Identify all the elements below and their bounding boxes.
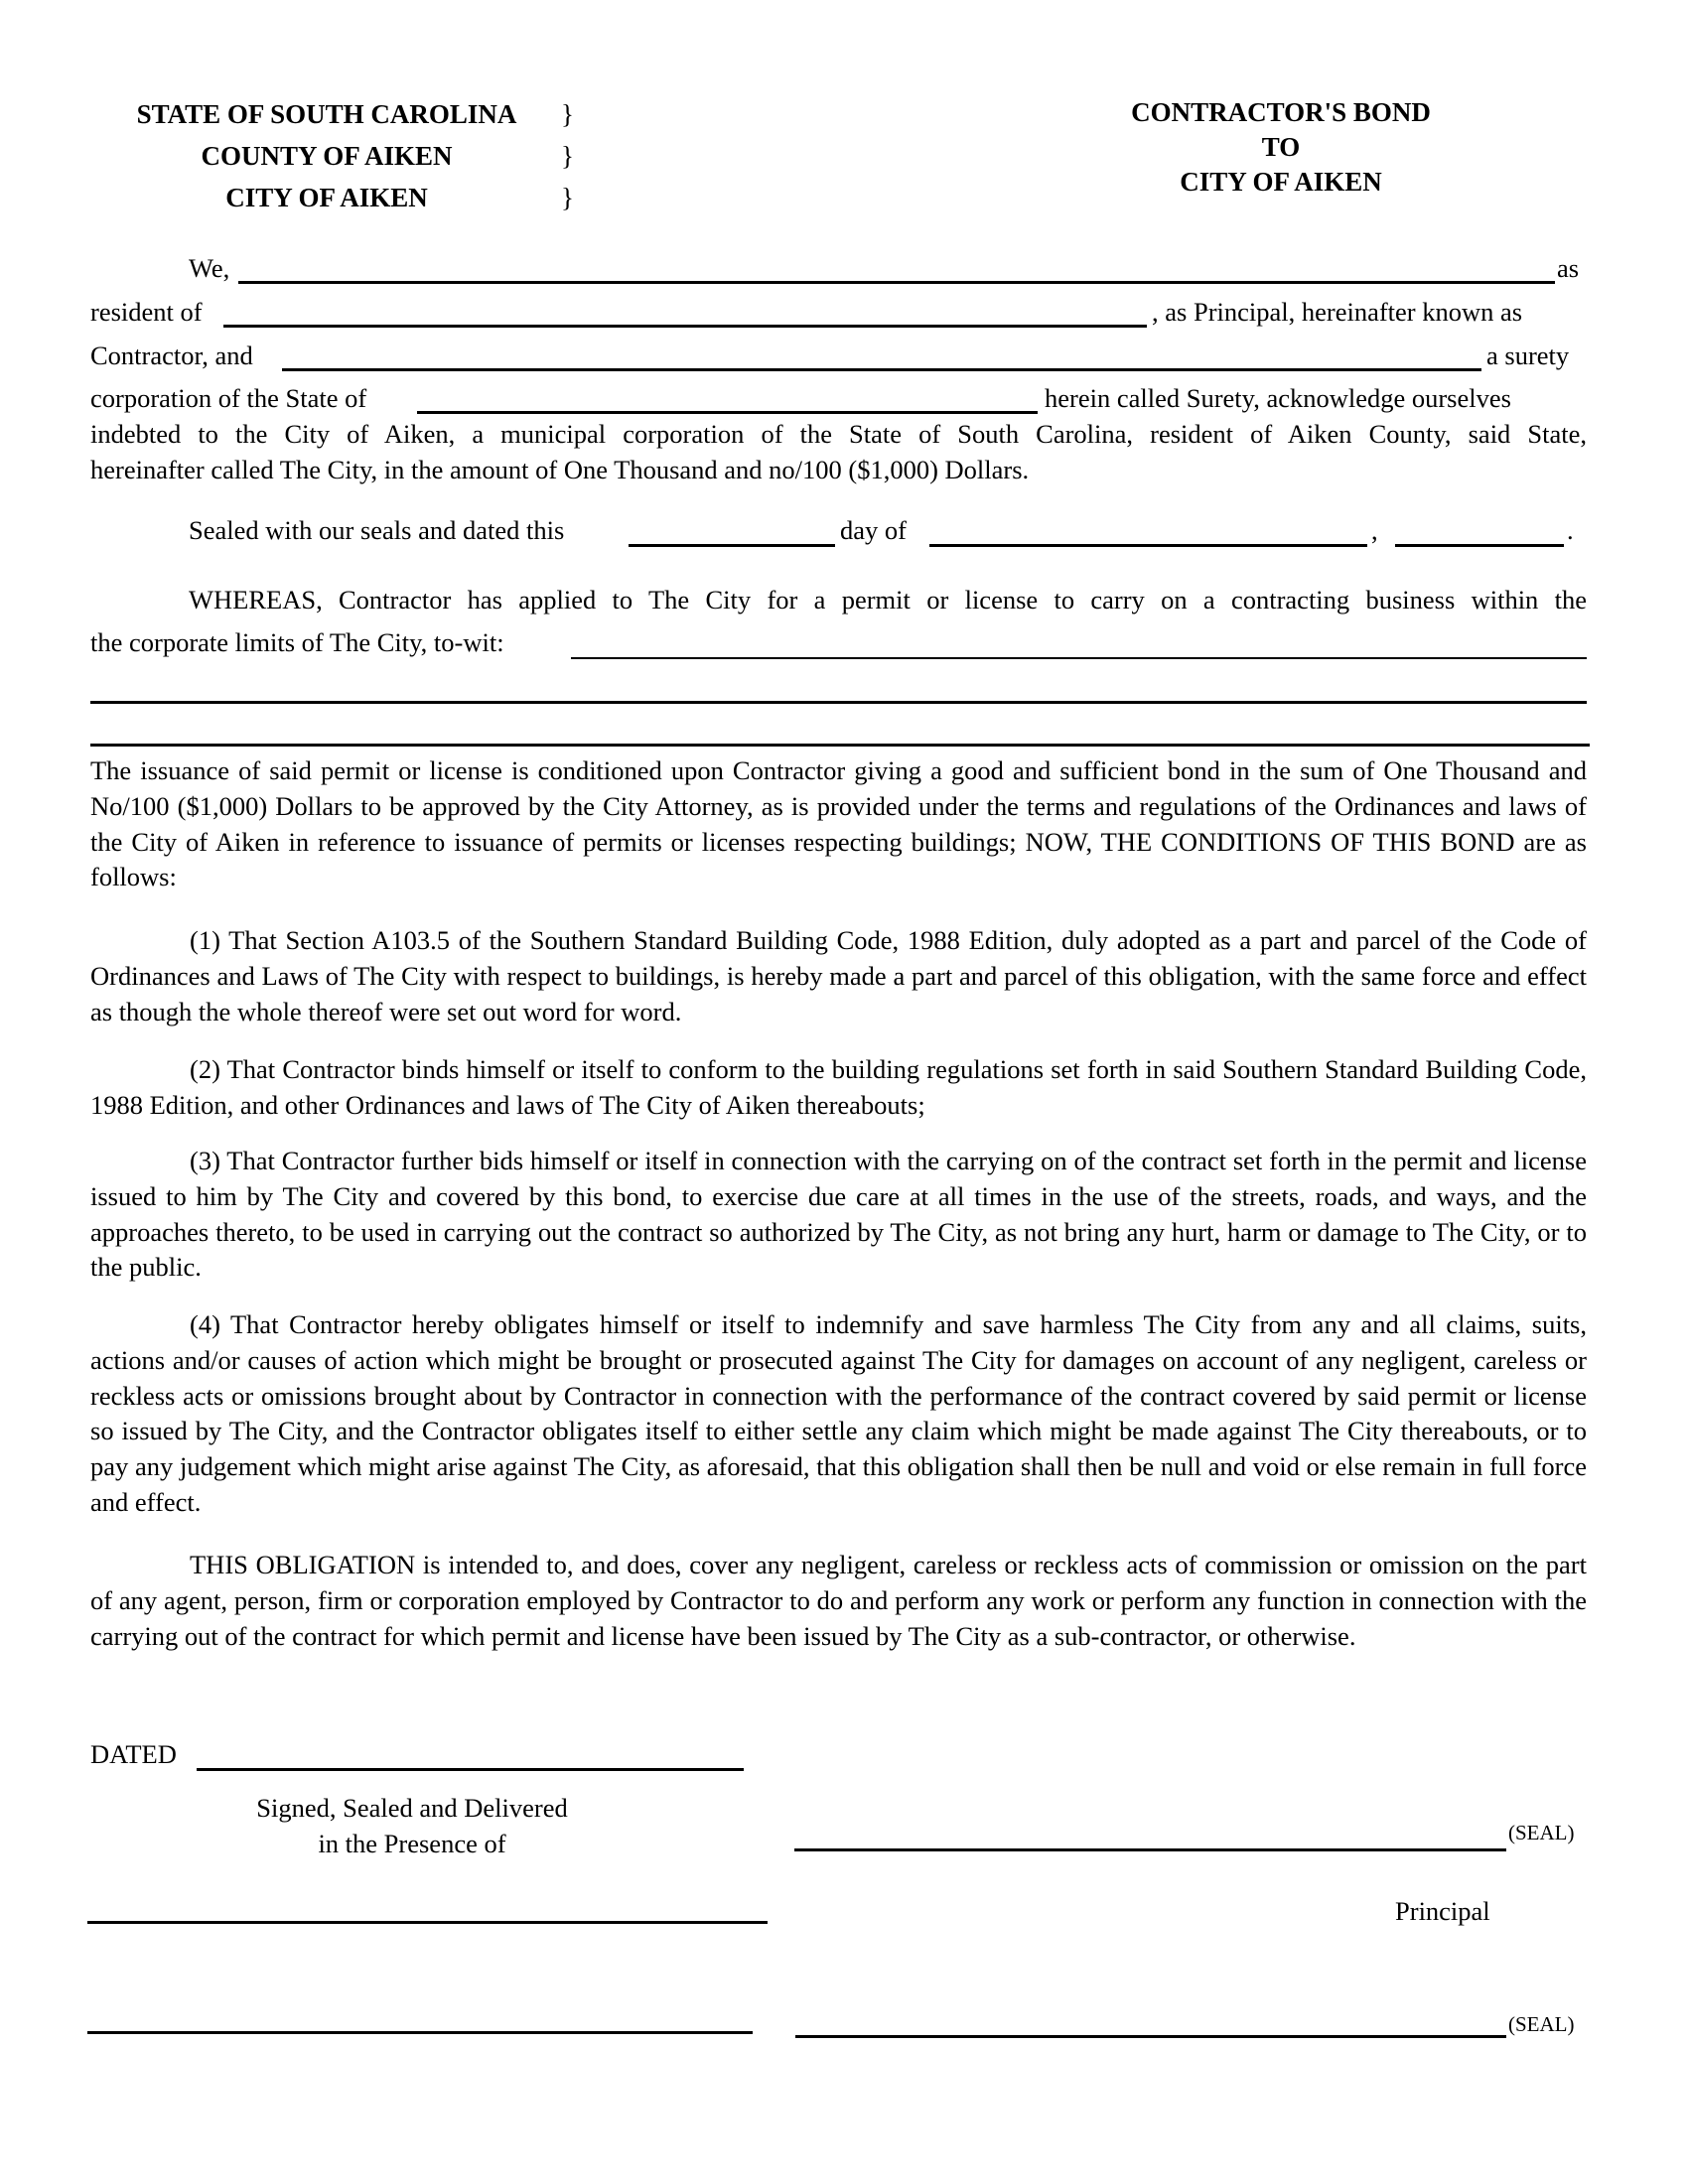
month-field[interactable]	[929, 544, 1367, 547]
day-of-label: day of	[840, 515, 907, 545]
county-label: COUNTY OF AIKEN	[201, 141, 453, 171]
document-title-to: TO	[1261, 132, 1301, 162]
seal-label-1: (SEAL)	[1508, 1821, 1575, 1844]
period: .	[1567, 515, 1574, 545]
principal-signature-field-2[interactable]	[795, 2035, 1506, 2038]
state-label: STATE OF SOUTH CAROLINA	[136, 99, 517, 129]
whereas-text: WHEREAS, Contractor has applied to The City for a permit or license to carry on a contracting business within the	[189, 585, 1587, 614]
to-wit-field-3[interactable]	[90, 744, 1590, 747]
we-name-field[interactable]	[238, 281, 1555, 284]
as-label: as	[1557, 253, 1580, 283]
corporation-label: corporation of the State of	[90, 383, 367, 413]
document-title: CONTRACTOR'S BOND	[1131, 97, 1431, 127]
witness-signature-field-1[interactable]	[87, 1921, 768, 1924]
seal-label-2: (SEAL)	[1508, 2012, 1575, 2036]
to-wit-field-2[interactable]	[90, 701, 1587, 704]
resident-label: resident of	[90, 297, 203, 327]
comma: ,	[1371, 515, 1378, 545]
year-field[interactable]	[1395, 544, 1564, 547]
day-field[interactable]	[629, 544, 835, 547]
city-label: CITY OF AIKEN	[225, 183, 428, 212]
signed-sealed-delivered-text: Signed, Sealed and Delivered	[256, 1793, 568, 1823]
we-label: We,	[189, 253, 230, 283]
a-surety-label: a surety	[1486, 341, 1570, 370]
dated-field[interactable]	[197, 1768, 744, 1771]
resident-of-field[interactable]	[223, 325, 1147, 328]
surety-state-field[interactable]	[417, 411, 1038, 414]
sealed-label: Sealed with our seals and dated this	[189, 515, 565, 545]
corporate-limits-label: the corporate limits of The City, to-wit:	[90, 627, 504, 657]
principal-signature-field-1[interactable]	[794, 1848, 1506, 1851]
principal-label: Principal	[1395, 1896, 1490, 1926]
condition-2-paragraph: (2) That Contractor binds himself or itself to conform to the building regulations set forth in said Southern Standard Building Code, 1988 Edition, and other Ordinances and laws of The City of Aiken thereabouts;	[90, 1054, 1587, 1120]
obligation-paragraph: THIS OBLIGATION is intended to, and does, cover any negligent, careless or reckless acts of commission or omission on the part of any agent, person, firm or corporation employed by Contractor to do and perform any work or perform any function in connection with the carrying out of the contract for which permit and license have been issued by The City as a sub-contractor, or otherwise.	[90, 1550, 1587, 1651]
brace-2: }	[561, 141, 574, 171]
witness-signature-field-2[interactable]	[87, 2031, 753, 2034]
condition-3-paragraph: (3) That Contractor further bids himself or itself in connection with the carrying on of the contract set forth in the permit and license issued to him by The City and covered by this bond, to exercise due care at all times in the use of the streets, roads, and ways, and the approaches thereto, to be used in carrying out the contract so authorized by The City, as not bring any hurt, harm or damage to The City, or to the public.	[90, 1146, 1587, 1283]
principal-text: , as Principal, hereinafter known as	[1152, 297, 1523, 327]
hereinafter-text: hereinafter called The City, in the amount of One Thousand and no/100 ($1,000) Dollars.	[90, 455, 1030, 484]
in-presence-of-text: in the Presence of	[318, 1829, 506, 1858]
brace-1: }	[561, 99, 574, 129]
to-wit-field-1[interactable]	[571, 657, 1587, 659]
contractor-and-label: Contractor, and	[90, 341, 253, 370]
indebted-text: indebted to the City of Aiken, a municipal corporation of the State of South Carolina, resident of Aiken County, said State,	[90, 419, 1587, 449]
document-title-city: CITY OF AIKEN	[1180, 167, 1382, 197]
dated-label: DATED	[90, 1739, 177, 1769]
surety-name-field[interactable]	[282, 368, 1481, 371]
brace-3: }	[561, 183, 574, 212]
herein-text: herein called Surety, acknowledge ourselves	[1045, 383, 1511, 413]
condition-4-paragraph: (4) That Contractor hereby obligates himself or itself to indemnify and save harmless The City from any and all claims, suits, actions and/or causes of action which might be brought or prosecuted against The City for damages on account of any negligent, careless or reckless acts or omissions brought about by Contractor in connection with the performance of the contract covered by said permit or license so issued by The City, and the Contractor obligates itself to either settle any claim which might be made against The City thereabouts, or to pay any judgement which might arise against The City, as aforesaid, that this obligation shall then be null and void or else remain in full force and effect.	[90, 1309, 1587, 1517]
condition-1-paragraph: (1) That Section A103.5 of the Southern Standard Building Code, 1988 Edition, duly adopted as a part and parcel of the Code of Ordinances and Laws of The City with respect to buildings, is hereby made a part and parcel of this obligation, with the same force and effect as though the whole thereof were set out word for word.	[90, 925, 1587, 1026]
issuance-paragraph: The issuance of said permit or license is conditioned upon Contractor giving a good and sufficient bond in the sum of One Thousand and No/100 ($1,000) Dollars to be approved by the City Attorney, as is provided under the terms and regulations of the Ordinances and laws of the City of Aiken in reference to issuance of permits or licenses respecting buildings; NOW, THE CONDITIONS OF THIS BOND are as follows:	[90, 755, 1587, 892]
